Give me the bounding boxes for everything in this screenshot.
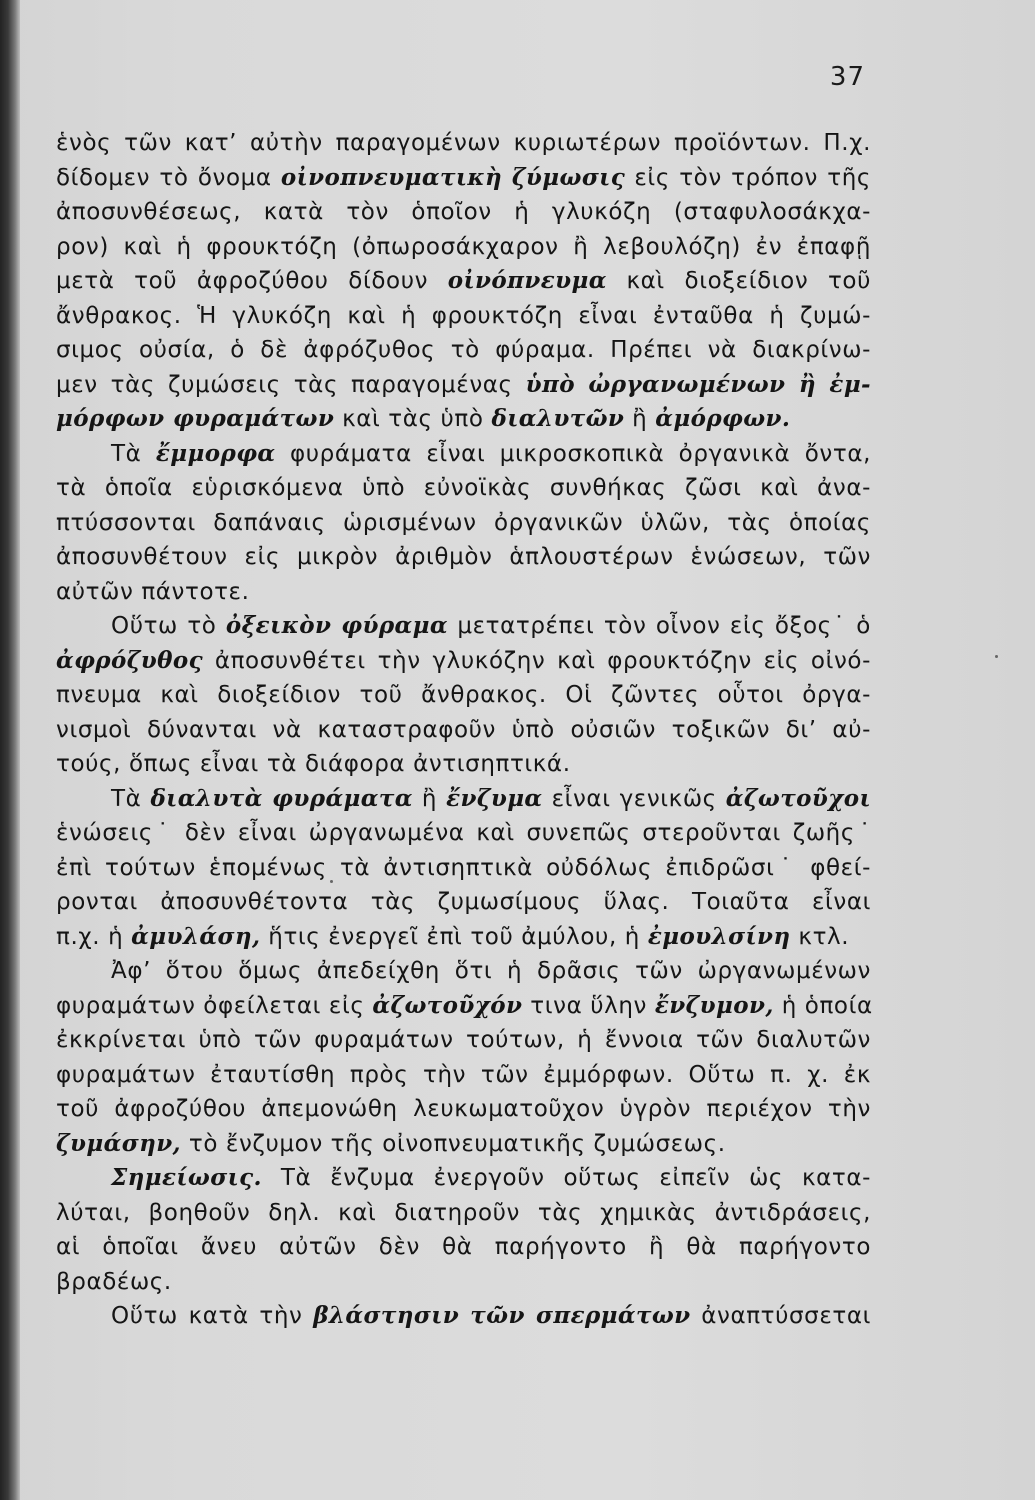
text-segment: λύται, βοηθοῦν δηλ. καὶ διατηροῦν τὰς χημικὰς ἀντιδράσεις, — [56, 1199, 871, 1226]
emphasized-term: ἀζωτοῦχοι — [725, 784, 871, 812]
emphasized-term: Σημείωσις. — [111, 1164, 262, 1191]
text-segment: Οὕτω κατὰ τὴν — [111, 1303, 314, 1329]
emphasized-term: βλάστησιν τῶν σπερμάτων — [313, 1302, 691, 1329]
text-line — [56, 299, 871, 334]
text-segment: νισμοὶ δύνανται νὰ καταστραφοῦν ὑπὸ οὐσιῶν τοξικῶν δι’ αὐ- — [56, 716, 871, 743]
text-segment: τὸ ἔνζυμον τῆς οἰνοπνευματικῆς ζυμώσεως. — [180, 1130, 726, 1157]
text-line — [56, 230, 871, 265]
text-segment: δίδομεν τὸ ὄνομα — [56, 164, 281, 191]
text-segment: ἀποσυνθέτουν εἰς μικρὸν ἀριθμὸν ἁπλουστέρων ἑνώσεων, τῶν — [56, 544, 871, 570]
text-line — [56, 1161, 871, 1196]
text-segment: πτύσσονται δαπάναις ὡρισμένων ὀργανικῶν ὑλῶν, τὰς ὁποίας — [56, 509, 871, 536]
paper-speck — [995, 655, 998, 658]
text-line — [56, 954, 871, 989]
text-line — [56, 851, 871, 886]
text-segment: τούς, ὅπως εἶναι τὰ διάφορα ἀντισηπτικά. — [56, 751, 571, 777]
text-segment: ἥτις ἐνεργεῖ ἐπὶ τοῦ ἀμύλου, ἡ — [260, 923, 648, 950]
text-line — [56, 816, 871, 851]
emphasized-term: διαλυτῶν — [491, 405, 625, 432]
text-line — [56, 540, 871, 575]
text-line — [56, 644, 871, 679]
text-segment: φυραμάτων ἐταυτίσθη πρὸς τὴν τῶν ἐμμόρφων. Οὕτω π. χ. ἐκ — [56, 1061, 871, 1088]
text-line — [56, 989, 871, 1024]
text-segment: μετατρέπει τὸν οἶνον εἰς ὄξος˙ ὁ — [447, 613, 871, 639]
text-line — [56, 195, 871, 230]
text-line — [56, 333, 871, 368]
text-line — [56, 1265, 871, 1300]
text-segment: πνευμα καὶ διοξείδιον τοῦ ἄνθρακος. Οἱ ζῶντες οὗτοι ὀργα- — [56, 682, 871, 708]
text-segment: τινα ὕλην — [522, 992, 655, 1019]
text-line — [56, 713, 871, 748]
text-segment: μετὰ τοῦ ἀφροζύθου δίδουν — [56, 268, 448, 294]
text-segment: ἀποσυνθέσεως, κατὰ τὸν ὁποῖον ἡ γλυκόζη (σταφυλοσάκχα- — [56, 199, 871, 225]
text-line — [56, 782, 871, 817]
text-segment: ἀναπτύσσεται — [690, 1303, 871, 1329]
text-line — [56, 264, 871, 299]
text-line — [56, 885, 871, 920]
emphasized-term: ὀξεικὸν φύραμα — [225, 612, 448, 639]
text-segment: αὐτῶν πάντοτε. — [56, 578, 250, 605]
text-line — [56, 747, 871, 782]
text-segment: ἢ — [412, 785, 447, 812]
emphasized-term: ἀζωτοῦχόν — [372, 991, 523, 1019]
emphasized-term: ἀφρόζυθος — [56, 646, 204, 674]
emphasized-term: ἔνζυμα — [446, 784, 543, 812]
text-segment: Τὰ — [111, 785, 151, 812]
text-segment: ρονται ἀποσυνθέτοντα τὰς ζυμωσίμους ὕλας. Τοιαῦτα εἶναι — [56, 889, 871, 915]
emphasized-term: ἔμμορφα — [155, 439, 276, 467]
emphasized-term: ζυμάσην, — [56, 1129, 181, 1157]
emphasized-term: μόρφων φυραμάτων — [56, 405, 335, 432]
text-line — [56, 1127, 871, 1162]
text-line — [56, 402, 871, 437]
text-segment: ἄνθρακος. Ἡ γλυκόζη καὶ ἡ φρουκτόζη εἶναι ἐνταῦθα ἡ ζυμώ- — [56, 302, 871, 329]
text-segment: τοῦ ἀφροζύθου ἀπεμονώθη λευκωματοῦχον ὑγρὸν περιέχον τὴν — [56, 1096, 871, 1122]
text-segment: Τὰ ἔνζυμα ἐνεργοῦν οὕτως εἰπεῖν ὡς κατα- — [261, 1165, 871, 1191]
text-line — [56, 471, 871, 506]
text-segment: ἑνὸς τῶν κατ’ αὐτὴν παραγομένων κυριωτέρων προϊόντων. Π.χ. — [56, 130, 871, 156]
text-line — [56, 1299, 871, 1334]
text-segment: αἱ ὁποῖαι ἄνευ αὐτῶν δὲν θὰ παρήγοντο ἢ θὰ παρήγοντο — [56, 1234, 871, 1260]
text-segment: καὶ τὰς ὑπὸ — [334, 406, 492, 432]
text-segment: ἐπὶ τούτων ἑπομένως τὰ ἀντισηπτικὰ οὐδόλως ἐπιδρῶσι˙ φθεί- — [56, 854, 871, 881]
paper-speck — [330, 880, 333, 883]
text-segment: φυράματα εἶναι μικροσκοπικὰ ὀργανικὰ ὄντα, — [275, 440, 871, 467]
text-segment: Οὕτω τὸ — [111, 613, 226, 639]
emphasized-term: διαλυτὰ φυράματα — [150, 784, 413, 812]
text-line — [56, 1092, 871, 1127]
emphasized-term: ἔνζυμον, — [654, 991, 774, 1019]
text-line — [56, 609, 871, 644]
text-segment: ρον) καὶ ἡ φρουκτόζη (ὀπωροσάκχαρον ἢ λεβουλόζη) ἐν ἐπαφῇ — [56, 233, 871, 260]
text-segment: εἰς τὸν τρόπον τῆς — [625, 164, 871, 191]
emphasized-term: ὑπὸ ὠργανωμένων ἢ ἐμ- — [525, 370, 871, 398]
text-segment: σιμος οὐσία, ὁ δὲ ἀφρόζυθος τὸ φύραμα. Πρέπει νὰ διακρίνω- — [56, 337, 871, 363]
text-segment: κτλ. — [790, 923, 850, 950]
text-segment: ἑνώσεις˙ δὲν εἶναι ὠργανωμένα καὶ συνεπῶς στεροῦνται ζωῆς˙ — [56, 820, 871, 846]
text-segment: ἢ — [624, 406, 656, 432]
emphasized-term: οἰνοπνευματικὴ ζύμωσις — [280, 163, 626, 191]
text-segment: Τὰ — [111, 440, 156, 467]
text-segment: εἶναι γενικῶς — [542, 785, 726, 812]
emphasized-term: ἐμουλσίνη — [647, 922, 791, 950]
text-line — [56, 1196, 871, 1231]
text-line — [56, 126, 871, 161]
body-text — [56, 126, 871, 1334]
text-segment: μεν τὰς ζυμώσεις τὰς παραγομένας — [56, 371, 526, 398]
text-line — [56, 1230, 871, 1265]
text-segment: τὰ ὁποῖα εὑρισκόμενα ὑπὸ εὐνοϊκὰς συνθήκας ζῶσι καὶ ἀνα- — [56, 475, 871, 501]
text-segment: βραδέως. — [56, 1268, 172, 1295]
text-line — [56, 161, 871, 196]
text-segment: π.χ. ἡ — [56, 923, 132, 950]
text-segment: Ἀφ’ ὅτου ὅμως ἀπεδείχθη ὅτι ἡ δρᾶσις τῶν ὠργανωμένων — [111, 958, 871, 984]
emphasized-term: ἀμυλάση, — [131, 922, 261, 950]
text-line — [56, 1058, 871, 1093]
text-segment: ἐκκρίνεται ὑπὸ τῶν φυραμάτων τούτων, ἡ ἔννοια τῶν διαλυτῶν — [56, 1027, 871, 1053]
text-line — [56, 920, 871, 955]
emphasized-term: ἀμόρφων. — [655, 405, 791, 432]
text-line — [56, 506, 871, 541]
text-line — [56, 437, 871, 472]
text-segment: φυραμάτων ὀφείλεται εἰς — [56, 992, 373, 1019]
book-binding-shadow — [0, 0, 20, 1500]
page-number: 37 — [829, 62, 865, 92]
text-segment: καὶ διοξείδιον τοῦ — [606, 268, 871, 294]
emphasized-term: οἰνόπνευμα — [447, 267, 607, 294]
text-line — [56, 368, 871, 403]
text-line — [56, 1023, 871, 1058]
text-segment: ἡ ὁποία — [773, 992, 873, 1019]
text-line — [56, 678, 871, 713]
text-line — [56, 575, 871, 610]
text-segment: ἀποσυνθέτει τὴν γλυκόζην καὶ φρουκτόζην εἰς οἰνό- — [203, 647, 871, 674]
